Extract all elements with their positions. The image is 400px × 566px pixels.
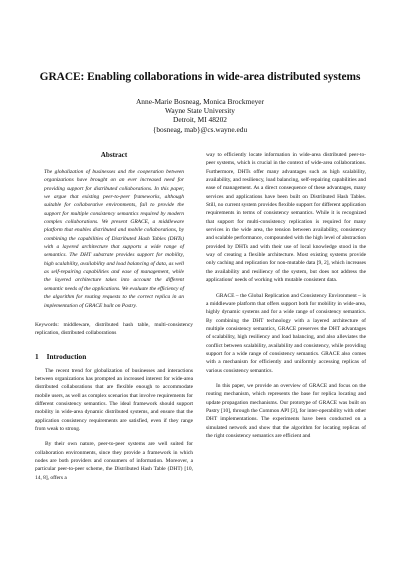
section-number: 1 <box>35 351 39 361</box>
left-column <box>35 151 193 489</box>
keywords: Keywords: middleware, distributed hash table, multi-consistency replication, distributed collaborations <box>35 321 193 337</box>
author-location: Detroit, MI 48202 <box>173 115 227 125</box>
paper-title: GRACE: Enabling collaborations in wide-area distributed systems <box>39 71 361 83</box>
abstract-heading: Abstract <box>100 151 128 159</box>
right-paragraph-1: way to efficiently locate information in wide-area distributed peer-to-peer systems, which is crucial in the context of wide-area collaborations. Furthermore, DHTs offer many advantages such as high scalability, availability, and resiliency, load balancing, self-repairing capabilities and ease of management. As a direct consequence of these advantages, many services and applications have been built on Distributed Hash Tables. Still, no current system provides flexible support for different application requirements in terms of consistency semantics. While it is recognized that support for multi-consistency replication is required for many services in the wide area, the tension between availability, consistency and scalable performance, compounded with the high level of abstraction provided by DHTs and with their use of local knowledge stood in the way of creating a flexible architecture. Most existing systems provide only caching and replication for non-mutable data [9, 2], which increases the availability and resiliency of the system, but does not address the applications' needs of working with mutable consistent data. <box>206 152 366 284</box>
intro-paragraph-1: The recent trend for globalization of businesses and interactions between organizations has prompted an increased interest for wide-area distributed collaborations that are flexible enough to accommodate mobile users, as well as complex scenarios that involve requirements for different consistency semantics. The ideal framework should support mobility in wide-area dynamic distributed systems, and ensure that the application consistency requirements are satisfied, even if they range from weak to strong. <box>35 367 193 432</box>
author-affiliation: Wayne State University <box>164 106 235 116</box>
author-email: {bosneag, mab}@cs.wayne.edu <box>152 124 248 134</box>
right-paragraph-3: In this paper, we provide an overview of GRACE and focus on the routing mechanism, which represents the base for replica locating and update propagation mechanisms. Our prototype of GRACE was built on Pastry [10], through the Common API [3], for inter-operability with other DHT implementations. The experiments have been conducted on a simulated network and show that the algorithm for locating replicas of the right consistency semantics are efficient and <box>206 382 366 439</box>
intro-paragraph-2: By their own nature, peer-to-peer systems are well suited for collaboration environments, since they provide a framework in which nodes are both providers and consumers of information. Moreover, a particular peer-to-peer scheme, the Distributed Hash Table (DHT) [10, 14, 8], offers a <box>35 441 193 481</box>
author-names: Anne-Marie Bosneag, Monica Brockmeyer <box>135 97 265 106</box>
abstract-text: The globalization of businesses and the cooperation between organizations have brought on an ever increased need for providing support for distributed collaborations. In this paper, we argue that existing peer-to-peer frameworks, although suitable for collaborative environments, fail to provide the support for multiple consistency semantics required by modern complex collaborations. We present GRACE, a middleware platform that enables distributed and mobile collaborations, by combining the capabilities of Distributed Hash Tables (DHTs) with a layered architecture that supports a wide range of semantics. The DHT substrate provides support for mobility, high scalability, availability and load balancing of data, as well as self-repairing capabilities and ease of management, while the layered architecture takes into account the different semantic needs of the applications. We evaluate the efficiency of the algorithm for routing requests to the correct replica in an implementation of GRACE built on Pastry. <box>44 169 184 309</box>
section-title: Introduction <box>46 351 87 361</box>
right-paragraph-2: GRACE – the Global Replication and Consistency Environment – is a middleware platform that offers support both for mobility in wide-area, highly dynamic systems and for a wide range of consistency semantics. By combining the DHT technology with a layered architecture of multiple consistency semantics, GRACE preserves the DHT advantages of scalability, high resiliency and load balancing, and also alleviates the conflict between scalability, availability and consistency, while providing support for a wide range of consistency semantics. GRACE also comes with a mechanism for efficiently and uniformly accessing replicas of various consistency semantics. <box>206 292 366 374</box>
right-column <box>206 151 366 447</box>
section-heading-introduction <box>35 352 193 361</box>
author-block <box>0 97 400 134</box>
